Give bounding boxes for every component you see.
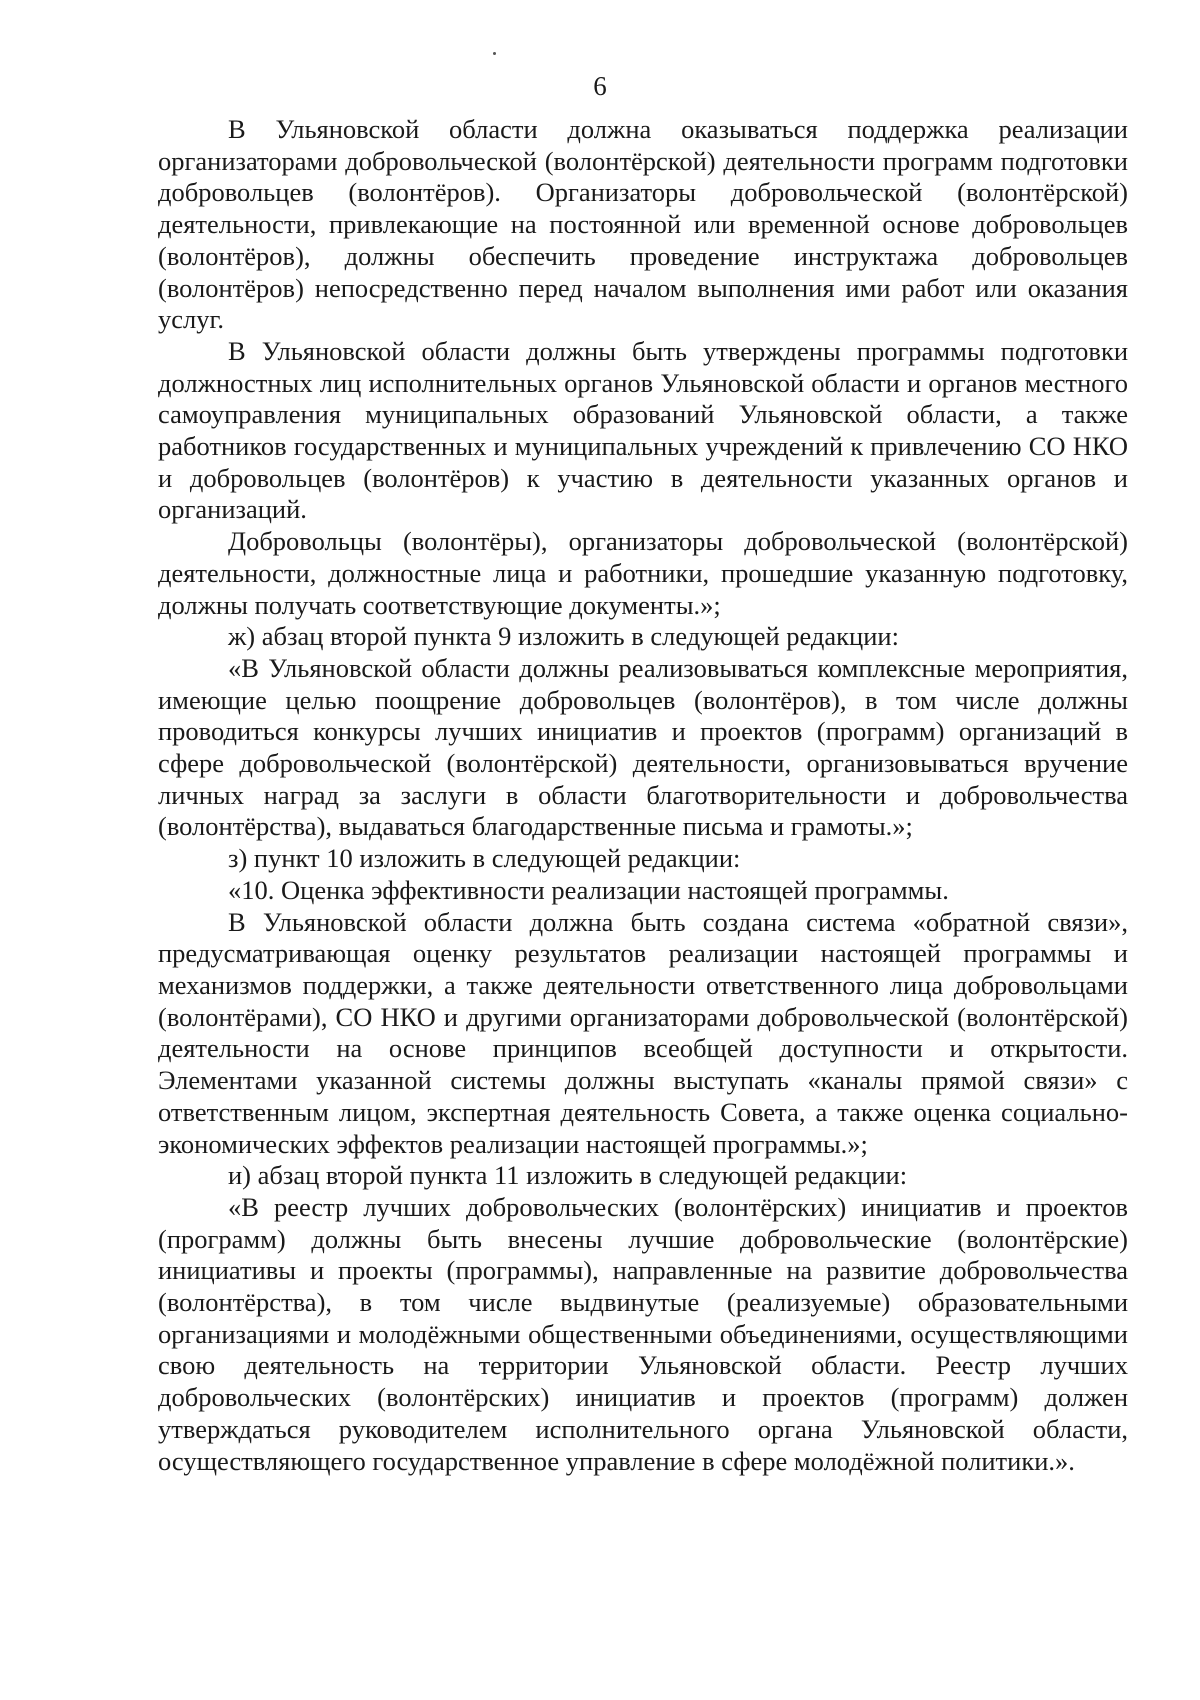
paragraph-training-documents: Добровольцы (волонтёры), организаторы добровольческой (волонтёрской) деятельности, должностные лица и работники, прошедшие указанную подготовку, должны получать соответствующие документы.»; — [158, 526, 1128, 620]
paragraph-official-training-programs: В Ульяновской области должны быть утверждены программы подготовки должностных лиц исполнительных органов Ульяновской области и органов местного самоуправления муниципальных образований Ульяновской области, а также работников государственных и муниципальных учреждений к привлечению СО НКО и добровольцев (волонтёров) к участию в деятельности указанных органов и организаций. — [158, 335, 1128, 525]
paragraph-amendment-zh: ж) абзац второй пункта 9 изложить в следующей редакции: — [228, 621, 899, 652]
page-number: 6 — [593, 71, 607, 101]
paragraph-amendment-i: и) абзац второй пункта 11 изложить в следующей редакции: — [228, 1160, 908, 1191]
document-body — [158, 114, 1128, 1477]
paragraph-feedback-system: В Ульяновской области должна быть создана система «обратной связи», предусматривающая оценку результатов реализации настоящей программы и механизмов поддержки, а также деятельности ответственного лица добровольцами (волонтёрами), СО НКО и другими организаторами добровольческой (волонтёрской) деятельности на основе принципов всеобщей доступности и открытости. Элементами указанной системы должны выступать «каналы прямой связи» с ответственным лицом, экспертная деятельность Совета, а также оценка социально-экономических эффектов реализации настоящей программы.»; — [158, 906, 1128, 1159]
paragraph-volunteer-training-support: В Ульяновской области должна оказываться поддержка реализации организаторами добровольческой (волонтёрской) деятельности программ подготовки добровольцев (волонтёров). Организаторы добровольческой (волонтёрской) деятельности, привлекающие на постоянной или временной основе добровольцев (волонтёров), должны обеспечить проведение инструктажа добровольцев (волонтёров) непосредственно перед началом выполнения ими работ или оказания услуг. — [158, 114, 1128, 335]
paragraph-best-initiatives-registry: «В реестр лучших добровольческих (волонтёрских) инициатив и проектов (программ) должны быть внесены лучшие добровольческие (волонтёрские) инициативы и проекты (программы), направленные на развитие добровольчества (волонтёрства), в том числе выдвинутые (реализуемые) образовательными организациями и молодёжными общественными объединениями, осуществляющими свою деятельность на территории Ульяновской области. Реестр лучших добровольческих (волонтёрских) инициатив и проектов (программ) должен утверждаться руководителем исполнительного органа Ульяновской области, осуществляющего государственное управление в сфере молодёжной политики.». — [158, 1191, 1128, 1476]
paragraph-encouragement-measures: «В Ульяновской области должны реализовываться комплексные мероприятия, имеющие целью поощрение добровольцев (волонтёров), в том числе должны проводиться конкурсы лучших инициатив и проектов (программ) организаций в сфере добровольческой (волонтёрской) деятельности, организовываться вручение личных наград за заслуги в области благотворительности и добровольчества (волонтёрства), выдаваться благодарственные письма и грамоты.»; — [158, 652, 1128, 842]
scan-artifact-dot — [493, 52, 496, 55]
paragraph-amendment-z: з) пункт 10 изложить в следующей редакции: — [228, 843, 741, 874]
paragraph-section-10-title: «10. Оценка эффективности реализации настоящей программы. — [228, 874, 949, 905]
